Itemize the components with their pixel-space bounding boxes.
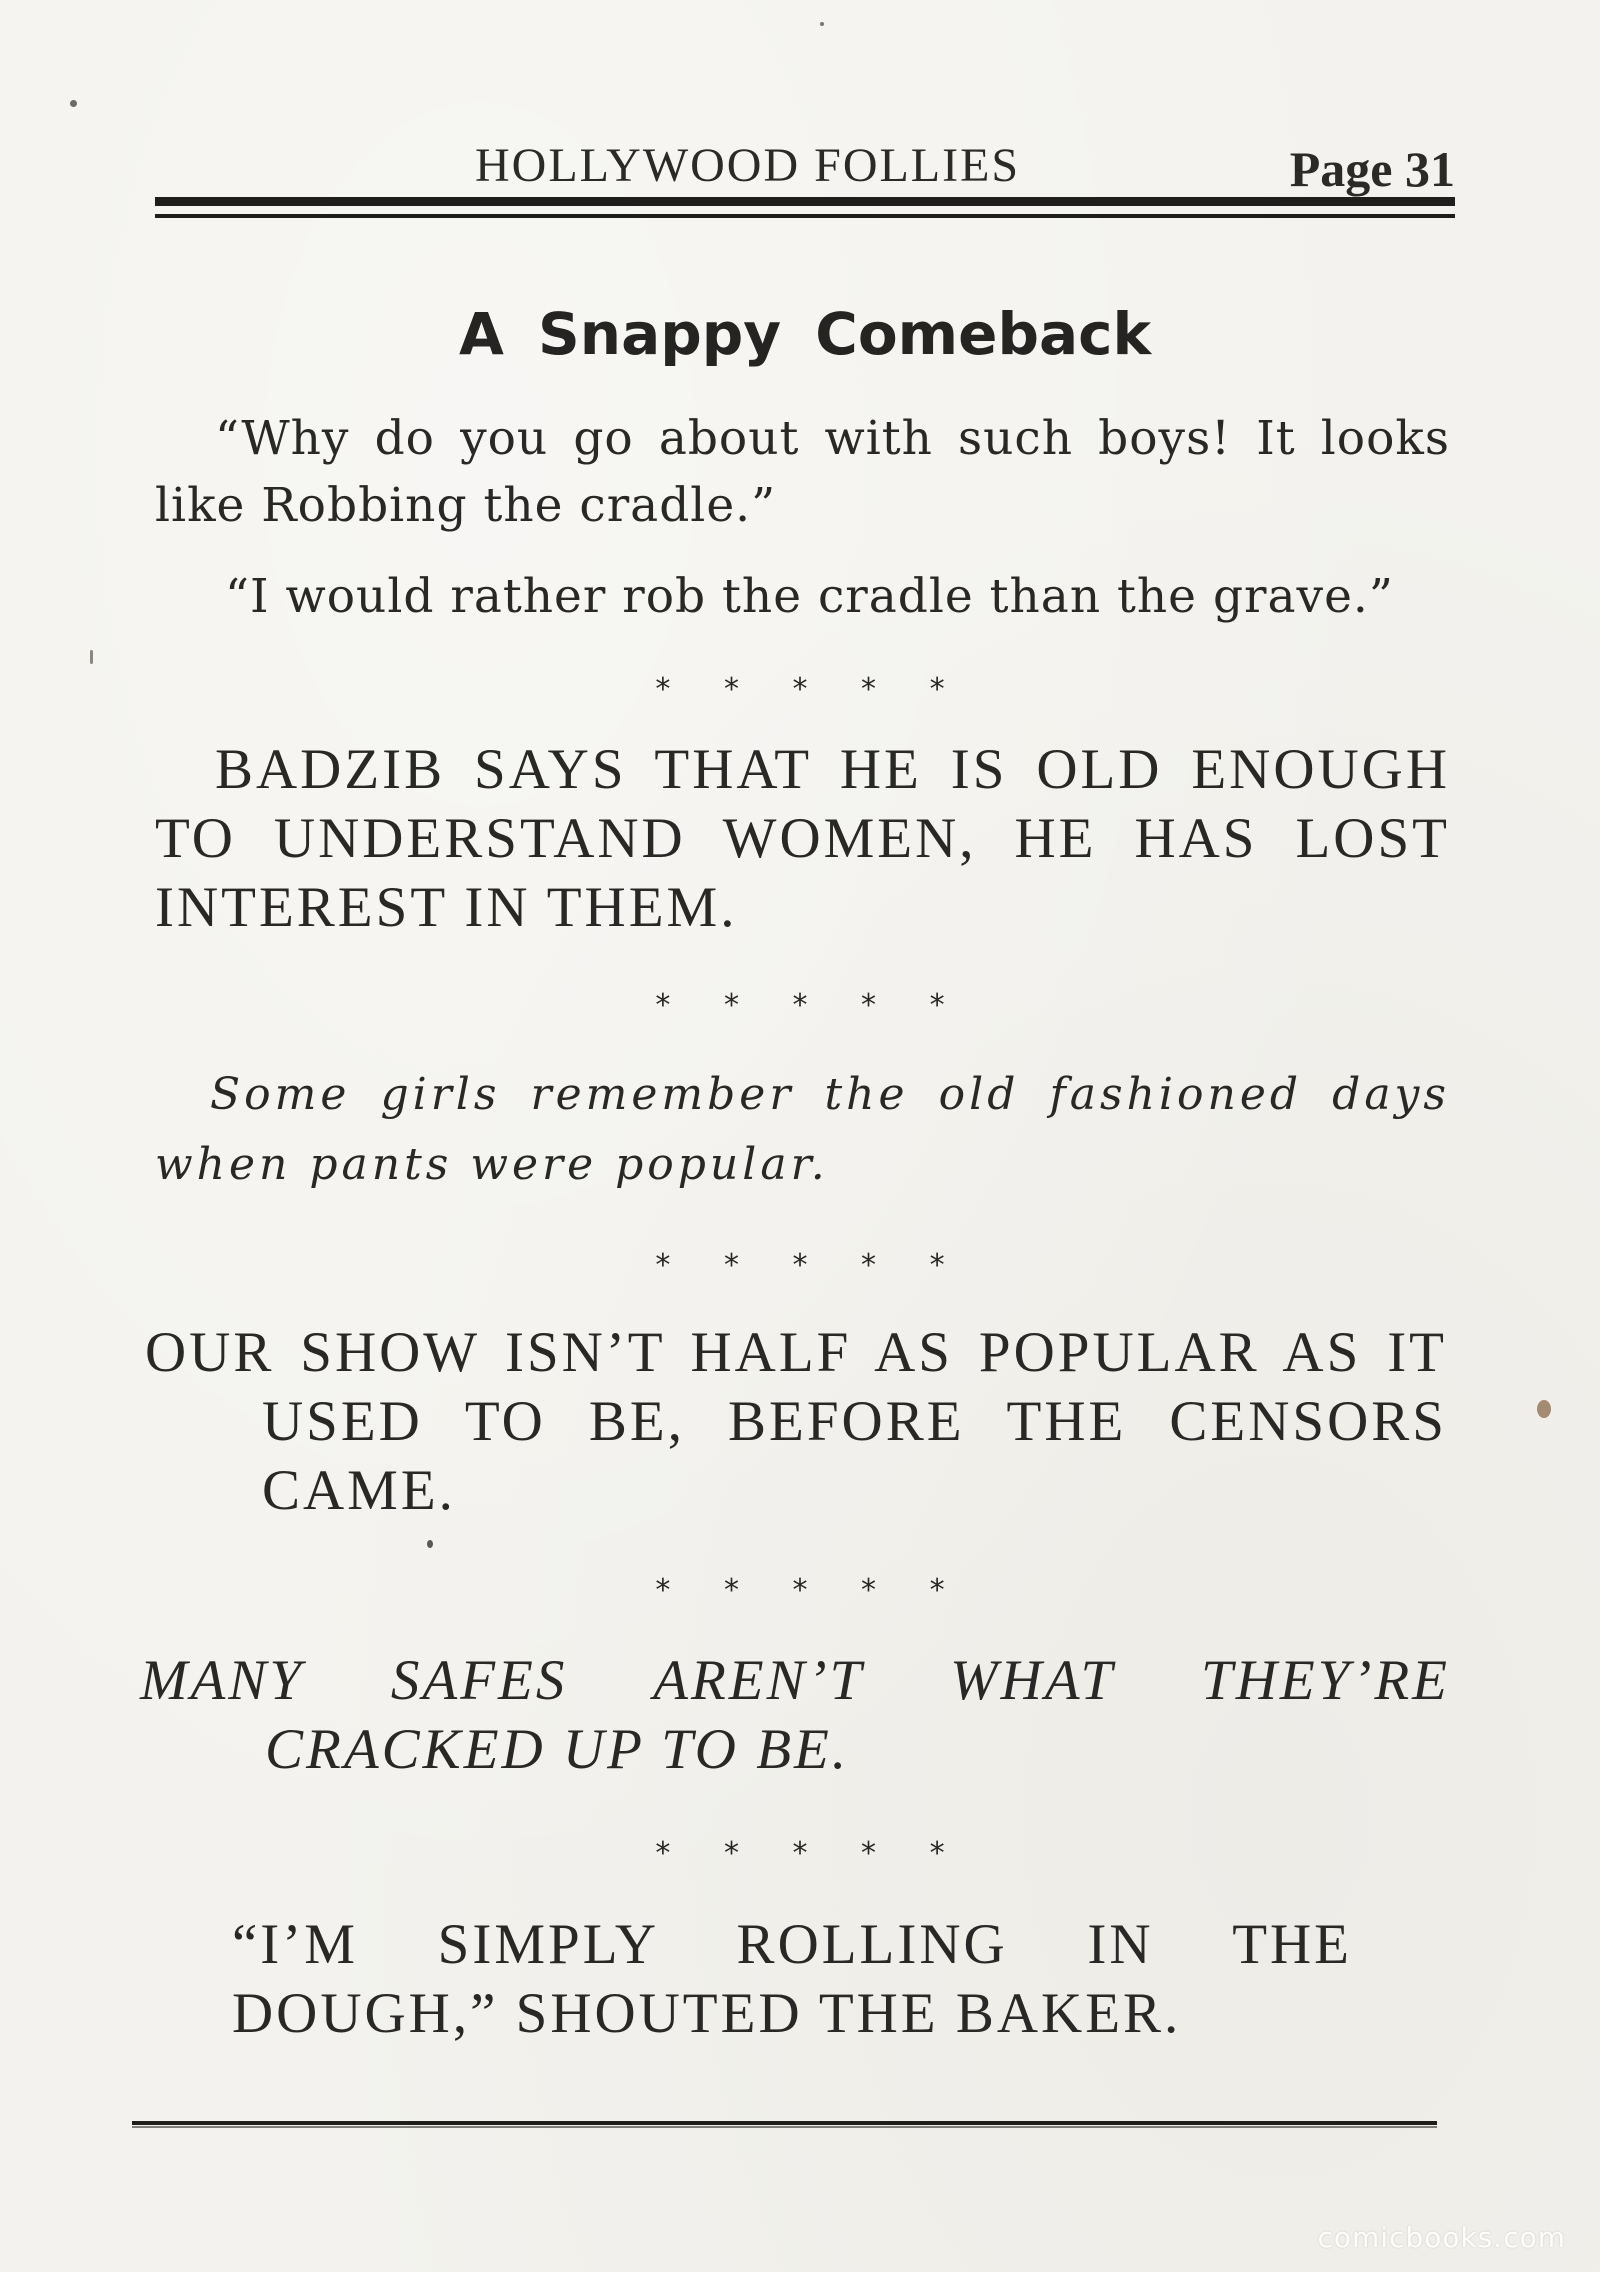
joke-title: A Snappy Comeback xyxy=(458,300,1152,368)
paper-speck xyxy=(427,1540,433,1548)
header-rule-thin xyxy=(155,214,1455,218)
joke-safes: MANY SAFES AREN’T WHAT THEY’RE CRACKED UP TO BE. xyxy=(140,1649,1450,1781)
separator-stars: * * * * * xyxy=(655,1836,945,1871)
joke-girls: Some girls remember the old fashioned days when pants were popular. xyxy=(155,1069,1450,1190)
paper-speck xyxy=(70,100,77,107)
joke-show: OUR SHOW ISN’T HALF AS POPULAR AS IT USED TO BE, BEFORE THE CENSORS CAME. xyxy=(145,1321,1447,1522)
footer-rule-shadow xyxy=(132,2126,1437,2128)
separator-stars: * * * * * xyxy=(655,672,945,707)
separator-stars: * * * * * xyxy=(655,988,945,1023)
running-header xyxy=(155,138,1455,198)
dialogue-question: “Why do you go about with such boys! It looks like Robbing the cradle.” xyxy=(155,411,1450,533)
paper-speck xyxy=(1537,1400,1551,1418)
paper-speck xyxy=(820,22,824,26)
page-number: Page 31 xyxy=(1289,141,1455,197)
paper-speck xyxy=(90,650,93,664)
watermark: comicbooks.com xyxy=(1317,2221,1566,2254)
dialogue-answer: “I would rather rob the cradle than the grave.” xyxy=(225,569,1394,624)
footer-rule xyxy=(132,2121,1437,2125)
separator-stars: * * * * * xyxy=(655,1248,945,1283)
separator-stars: * * * * * xyxy=(655,1573,945,1608)
joke-badzib: BADZIB SAYS THAT HE IS OLD ENOUGH TO UNDERSTAND WOMEN, HE HAS LOST INTEREST IN THEM. xyxy=(155,738,1450,939)
header-rule-thick xyxy=(155,197,1455,206)
joke-baker: “I’M SIMPLY ROLLING IN THE DOUGH,” SHOUTED THE BAKER. xyxy=(232,1913,1352,2045)
running-title: HOLLYWOOD FOLLIES xyxy=(475,139,1021,192)
